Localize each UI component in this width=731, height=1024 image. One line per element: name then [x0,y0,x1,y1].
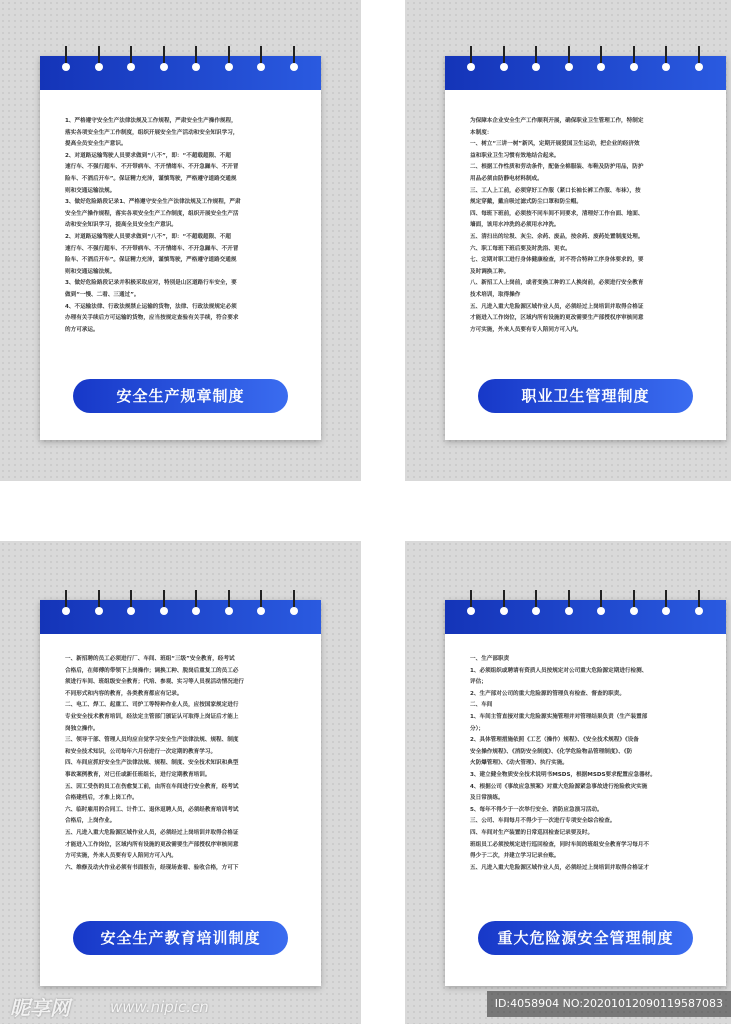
spiral-binding [62,46,302,86]
card-title-button: 安全生产教育培训制度 [73,921,288,955]
spiral-binding [467,590,707,630]
card-title-button: 安全生产规章制度 [73,379,288,413]
poster-panel-2 [405,0,731,481]
card-title-button: 职业卫生管理制度 [478,379,693,413]
watermark-logo: 昵享网 [10,996,70,1020]
notebook-card [40,600,321,986]
watermark-id: ID:4058904 NO:20201012090119587083 [487,991,731,1017]
notebook-card [40,56,321,440]
card-body-text: 为保障本企业安全生产工作顺利开展，确保职业卫生管理工作，特制定 本制度： 一、树立“三讲一树”新风，定期开展爱国卫生运动，把企业的经济效 益和职业卫生习惯有效地结合起来。 二、根据工作性质和劳动条件，配备全棉服装、布鞋及防护用品，防护 用品必须由防静电材料制成。 三、工人上工前，必须穿好工作服（紧口长袖长裤工作服、布袜），按 规定穿戴，戴自吸过滤式防尘口罩和防尘帽。 四、每班下班前，必须按不同车间不同要求，清理好工作台面、地面、 墙面，该用水冲洗的必须用水冲洗。 五、清扫出的垃圾、灰尘、余药、废品，按余药、废药处置制度处理。 六、职工每班下班后要及时洗浴、更衣。 七、定期对职工进行身体健康检查，对不符合特种工序身体要求的，要 及时调换工种。 八、新招工人上岗前，或者变换工种的工人换岗前，必须进行安全教育 技术培训，取得操作 五、凡进入重大危险源区域作业人员，必须经过上岗培训并取得合格证 才能进入工作岗位，区域内所有设施的更改需要生产部授权序审核同意 方可实施，外来人员要有专人陪同方可入内。 [470,118,644,333]
card-body-text: 1、严格遵守安全生产法律法规及工作规程，严肃安全生产操作规程， 落实各项安全生产工作制度，组织开展安全生产活动和安全知识学习， 提高全员安全生产意识。 2、对道路运输驾驶人员要求做到“八不”，即：“不超载超限、不超 速行车、不强行超车、不开带病车、不开情绪车、不开急躁车、不开冒 险车、不酒后开车”。保证精力充沛，谨慎驾驶，严格遵守道路交通规 则和交通运输法规。 3、做好危险路段记录1、严格遵守安全生产法律法规及工作规程，严肃 安全生产操作规程，落实各项安全生产工作制度，组织开展安全生产活 动和安全知识学习，提高全员安全生产意识。 2、对道路运输驾驶人员要求做到“八不”，即：“不超载超限、不超 速行车、不强行超车、不开带病车、不开情绪车、不开急躁车、不开冒 险车、不酒后开车”。保证精力充沛，谨慎驾驶，严格遵守道路交通规 则和交通运输法规。 3、做好危险路段记录并积极采取应对，特别是山区道路行车安全，要 做到“一慢、二看、三通过”。 4、不运输法律、行政法规禁止运输的货物，法律、行政法规规定必须 办理有关手续后方可运输的货物，应当按规定查验有关手续，符合要求 的方可承运。 [65,118,241,333]
spiral-binding [62,590,302,630]
notebook-card [445,56,726,440]
card-title-button: 重大危险源安全管理制度 [478,921,693,955]
poster-panel-4 [405,541,731,1024]
card-body-text: 一、生产部职责 1、必须组织或聘请有资质人员按规定对公司重大危险源定期进行检测、 评估； 2、生产部对公司的重大危险源的管理负有检查、督查的职责。 二、车间 1、车间主管直接对重大危险源实施管理并对管理结果负责（生产装置部 分）； 2、具体管理措施依照《工艺（操作）规程》、《安全技术规程》《设备 安全操作规程》、《消防安全制度》、《化学危险物品管理制度》、《防 火防爆管理》、《动火管理》、执行实施。 3、建立健全物质安全技术说明书MSDS，根据MSDS要求配置应急器材。 4、根据公司《事故应急预案》对重大危险源紧急事故进行抢险救灾实施 及日常演练。 5、每年不得少于一次举行安全、消防应急演习活动。 三、公司、车间每月不得少于一次进行专项安全综合检查。 四、车间对生产装置的日常巡回检查记录要及时。 班组员工必须按规定进行巡回检查，同时车间的班组安全教育学习每月不 得少于二次，并建立学习记录台账。 五、凡进入重大危险源区域作业人员，必须经过上岗培训并取得合格证才 [470,656,656,871]
poster-panel-3 [0,541,361,1024]
notebook-card [445,600,726,986]
poster-panel-1 [0,0,361,481]
spiral-binding [467,46,707,86]
card-body-text: 一、新招聘的员工必须进行厂、车间、班组“三级”安全教育，经考试 合格后，在师傅的带领下上岗操作；调换工种、脱岗后重复工的员工必 须进行车间、班组级安全教育；代培、参观、实习等人员视活动情况进行 不同形式和内容的教育，各类教育都应有记录。 二、电工、焊工、起重工、司炉工等特种作业人员，应按国家规定进行 专业安全技术教育培训，经法定主管部门颁证认可取得上岗证后才能上 岗独立操作。 三、领导干部、管理人员均应自觉学习安全生产法律法规、规程、制度 和安全技术知识，公司每年六月份进行一次定期的教育学习。 四、车间应抓好安全生产法律法规、规程、制度、安全技术知识和典型 事故案例教育，对已任或新任班组长，进行定期教育培训。 五、因工受伤的员工在伤愈复工前，由所在车间进行安全教育，经考试 合格建档后，才准上岗工作。 六、临时雇用的合同工、计件工、退休返聘人员，必须经教育培训考试 合格后，上岗作业。 五、凡进入重大危险源区域作业人员，必须经过上岗培训并取得合格证 才能进入工作岗位，区域内所有设施的更改需要生产部授权序审核同意 方可实施，外来人员要有专人陪同方可入内。 六、维修及动火作业必须有书面报告，经现场查看、验收合格，方可下 [65,656,245,871]
watermark-url: www.nipic.cn [110,998,209,1016]
